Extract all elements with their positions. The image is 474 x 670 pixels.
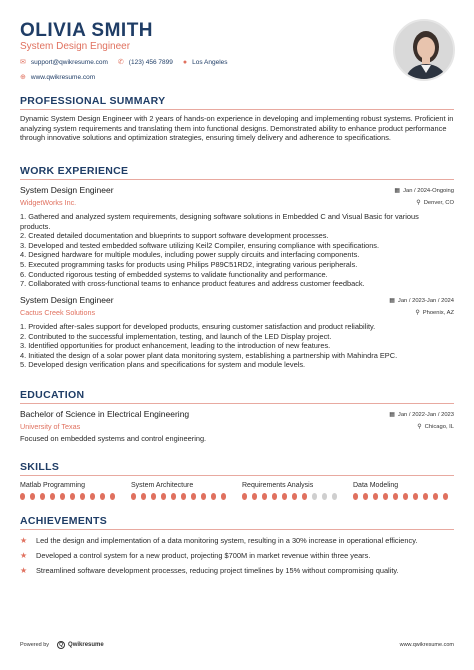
section-title-summary: PROFESSIONAL SUMMARY [20,95,166,107]
job-location-text: Phoenix, AZ [422,309,454,316]
contact-website[interactable] [20,73,95,81]
rating-dot-filled [262,493,267,500]
contact-email[interactable] [20,58,108,66]
email-text: support@qwikresume.com [30,58,108,66]
skill-item [353,482,453,500]
job-location [416,199,454,206]
rating-dot-empty [322,493,327,500]
contact-row [20,58,238,66]
achievement-text: Led the design and implementation of a data monitoring system, resulting in a 30% increase in operational efficiency. [36,536,418,545]
degree-title: Bachelor of Science in Electrical Engineering [20,409,190,419]
list-item: 6. Conducted rigorous testing of embedded systems to validate functionality and performance. [20,269,328,279]
rating-dot-filled [50,493,55,500]
education-dates-text: Jan / 2022-Jan / 2023 [397,411,454,418]
calendar-icon: ▦ [389,412,395,418]
rating-dot-filled [90,493,95,500]
section-divider [20,475,454,476]
section-title-experience: WORK EXPERIENCE [20,165,129,177]
qwikresume-logo-icon: Q [57,641,65,649]
education-dates [389,411,454,418]
section-divider [20,529,454,530]
achievement-text: Developed a control system for a new product, projecting $700M in market revenue within three years. [36,551,371,560]
skill-rating [131,493,231,500]
rating-dot-filled [423,493,428,500]
rating-dot-filled [443,493,448,500]
education-description: Focused on embedded systems and control engineering. [20,434,207,443]
rating-dot-filled [302,493,307,500]
rating-dot-filled [211,493,216,500]
candidate-role: System Design Engineer [20,41,131,52]
star-icon: ★ [20,566,28,575]
calendar-icon: ▦ [394,188,401,194]
rating-dot-filled [20,493,25,500]
rating-dot-filled [60,493,65,500]
footer-powered-by [20,641,104,649]
section-title-skills: SKILLS [20,461,60,473]
list-item: 1. Provided after-sales support for developed products, ensuring customer satisfaction and product reliability. [20,322,376,331]
rating-dot-filled [131,493,136,500]
rating-dot-filled [181,493,186,500]
list-item: 1. Gathered and analyzed system requirements, designing software solutions in Embedded C and Visual Basic for various [20,212,419,221]
job-bullets [20,212,454,289]
contact-location [183,59,228,66]
rating-dot-filled [242,493,247,500]
powered-by-text: Powered by [20,642,50,648]
achievement-item [20,551,370,560]
list-item: 5. Executed programming tasks for products using Philips P89C51RD2, integrating various peripherals. [20,259,358,269]
skill-label: Data Modeling [353,482,399,489]
job-location [415,309,454,316]
list-item: 2. Created detailed documentation and blueprints to support software development processes. [20,231,329,241]
skill-rating [20,493,120,500]
website-text: www.qwikresume.com [30,73,96,81]
job-dates [389,297,454,304]
list-item: 7. Collaborated with cross-functional teams to enhance product features and address customer feedback. [20,279,365,289]
rating-dot-filled [413,493,418,500]
rating-dot-filled [282,493,287,500]
job-dates [394,187,454,194]
rating-dot-filled [70,493,75,500]
candidate-name: OLIVIA SMITH [20,20,154,41]
rating-dot-filled [363,493,368,500]
rating-dot-filled [373,493,378,500]
rating-dot-filled [161,493,166,500]
rating-dot-filled [191,493,196,500]
skill-item [131,482,231,500]
section-title-education: EDUCATION [20,389,85,401]
map-pin-icon: ⚲ [415,310,420,316]
job-dates-text: Jan / 2023-Jan / 2024 [397,297,454,304]
calendar-icon: ▦ [389,298,395,304]
rating-dot-filled [40,493,45,500]
achievement-text: Streamlined software development processes, reducing project timelines by 15% without compromising quality. [36,566,399,575]
list-item: 2. Contributed to the successful implementation, testing, and launch of the LED Display project. [20,331,332,341]
list-item: 3. Developed and tested embedded software utilizing Keil2 Compiler, ensuring compliance with specifications. [20,240,380,250]
school-name: University of Texas [20,422,81,431]
footer-url[interactable]: www.qwikresume.com [399,642,454,648]
skill-label: System Architecture [131,482,194,489]
location-pin-icon: ● [182,58,188,66]
job-title: System Design Engineer [20,295,114,305]
star-icon: ★ [20,536,28,545]
rating-dot-filled [141,493,146,500]
rating-dot-filled [353,493,358,500]
list-item: 3. Identified opportunities for product enhancement, leading to the introduction of new features. [20,341,331,351]
rating-dot-filled [403,493,408,500]
list-item: 4. Initiated the design of a solar power plant data monitoring system, establishing a partnership with Mahindra EPC. [20,350,398,360]
job-dates-text: Jan / 2024-Ongoing [403,187,454,194]
rating-dot-empty [312,493,317,500]
job-bullets [20,322,454,370]
rating-dot-filled [110,493,115,500]
achievement-item [20,566,399,575]
achievement-item [20,536,417,545]
rating-dot-filled [80,493,85,500]
skill-label: Matlab Programming [20,482,85,489]
rating-dot-filled [272,493,277,500]
footer-brand[interactable]: Qwikresume [68,642,104,648]
section-divider [20,403,454,404]
job-company: Cactus Creek Solutions [20,308,96,317]
rating-dot-filled [151,493,156,500]
section-divider [20,179,454,180]
profile-photo [393,19,455,81]
job-company: WidgetWorks Inc. [20,198,77,207]
list-item: 4. Designed hardware for multiple modules, including power supply circuits and interfacing components. [20,250,360,260]
skill-rating [242,493,342,500]
map-pin-icon: ⚲ [416,200,421,206]
rating-dot-filled [252,493,257,500]
rating-dot-empty [332,493,337,500]
section-title-achievements: ACHIEVEMENTS [20,515,108,527]
rating-dot-filled [433,493,438,500]
rating-dot-filled [201,493,206,500]
rating-dot-filled [221,493,226,500]
summary-text: Dynamic System Design Engineer with 2 years of hands-on experience in developing and implementing robust systems. Proficient in analyzing system requirements and translating them into functional designs. Demonstrated ability to enhance product performance through innovative solutions and optimization strategies, ensuring timely delivery and adherence to specifications. [20,114,454,143]
rating-dot-filled [100,493,105,500]
skill-item [242,482,342,500]
star-icon: ★ [20,551,28,560]
rating-dot-filled [383,493,388,500]
section-divider [20,109,454,110]
skill-label: Requirements Analysis [242,482,314,489]
education-location [417,423,454,430]
skill-item [20,482,120,500]
globe-icon: ⊕ [20,74,26,81]
phone-text: (123) 456 7899 [128,58,173,66]
rating-dot-filled [30,493,35,500]
rating-dot-filled [171,493,176,500]
envelope-icon: ✉ [20,59,26,66]
rating-dot-filled [292,493,297,500]
education-location-text: Chicago, IL [424,423,454,430]
contact-phone[interactable] [118,58,173,66]
job-location-text: Denver, CO [423,199,454,206]
skill-rating [353,493,453,500]
list-item: products. [20,221,51,231]
profile-photo-portrait [395,21,455,81]
list-item: 5. Developed design verification plans and specifications for system and module levels. [20,360,306,370]
phone-icon: ✆ [117,59,124,66]
rating-dot-filled [393,493,398,500]
job-title: System Design Engineer [20,185,114,195]
map-pin-icon: ⚲ [417,424,422,430]
location-text: Los Angeles [192,58,228,66]
